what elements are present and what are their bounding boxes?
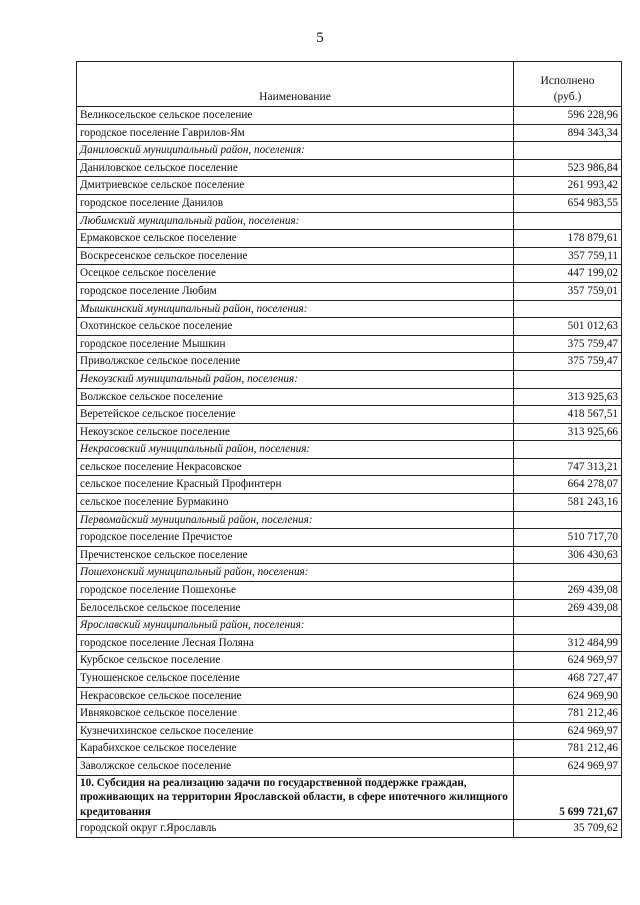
row-name: Осецкое сельское поселение xyxy=(77,265,514,283)
row-amount: 375 759,47 xyxy=(514,335,622,353)
row-name: Карабихское сельское поселение xyxy=(77,740,514,758)
row-amount: 510 717,70 xyxy=(514,529,622,547)
row-name: Пречистенское сельское поселение xyxy=(77,546,514,564)
table-row xyxy=(77,705,622,723)
row-name: сельское поселение Некрасовское xyxy=(77,458,514,476)
row-amount xyxy=(514,212,622,230)
row-name: городское поселение Гаврилов-Ям xyxy=(77,124,514,142)
row-amount xyxy=(514,617,622,635)
column-header-amount-line1: Исполнено xyxy=(540,74,595,87)
table-row xyxy=(77,670,622,688)
row-name: Даниловский муниципальный район, поселения: xyxy=(77,142,514,160)
row-amount: 624 969,90 xyxy=(514,687,622,705)
page-number: 5 xyxy=(316,30,324,46)
district-group-row xyxy=(77,617,622,635)
row-name: городской округ г.Ярославль xyxy=(77,820,514,838)
row-name: Некоузский муниципальный район, поселения: xyxy=(77,370,514,388)
table-row xyxy=(77,107,622,125)
table-row xyxy=(77,546,622,564)
row-name: городское поселение Лесная Поляна xyxy=(77,634,514,652)
table-row xyxy=(77,406,622,424)
district-group-row xyxy=(77,441,622,459)
row-name: Дмитриевское сельское поселение xyxy=(77,177,514,195)
district-group-row xyxy=(77,511,622,529)
column-header-amount xyxy=(514,62,622,107)
table-row xyxy=(77,458,622,476)
row-amount: 357 759,11 xyxy=(514,247,622,265)
row-name: городское поселение Данилов xyxy=(77,194,514,212)
row-amount: 624 969,97 xyxy=(514,652,622,670)
row-amount: 523 986,84 xyxy=(514,159,622,177)
row-amount xyxy=(514,511,622,529)
table-row xyxy=(77,476,622,494)
row-amount: 312 484,99 xyxy=(514,634,622,652)
table-row xyxy=(77,652,622,670)
row-name: сельское поселение Бурмакино xyxy=(77,494,514,512)
table-row xyxy=(77,282,622,300)
row-amount: 261 993,42 xyxy=(514,177,622,195)
row-name: Приволжское сельское поселение xyxy=(77,353,514,371)
district-group-row xyxy=(77,300,622,318)
row-amount: 501 012,63 xyxy=(514,318,622,336)
district-group-row xyxy=(77,212,622,230)
table-row xyxy=(77,820,622,838)
row-amount: 357 759,01 xyxy=(514,282,622,300)
table-row xyxy=(77,599,622,617)
table-body xyxy=(77,107,622,838)
row-name: Ермаковское сельское поселение xyxy=(77,230,514,248)
row-amount: 781 212,46 xyxy=(514,705,622,723)
table-row xyxy=(77,335,622,353)
row-name: Некоузское сельское поселение xyxy=(77,423,514,441)
row-amount xyxy=(514,441,622,459)
table-row xyxy=(77,265,622,283)
table-row xyxy=(77,494,622,512)
row-name: Мышкинский муниципальный район, поселения: xyxy=(77,300,514,318)
row-amount: 596 228,96 xyxy=(514,107,622,125)
row-name: Веретейское сельское поселение xyxy=(77,406,514,424)
table-row xyxy=(77,194,622,212)
row-name: Некрасовский муниципальный район, поселения: xyxy=(77,441,514,459)
district-group-row xyxy=(77,370,622,388)
row-name: Воскресенское сельское поселение xyxy=(77,247,514,265)
row-amount: 178 879,61 xyxy=(514,230,622,248)
row-name: Даниловское сельское поселение xyxy=(77,159,514,177)
row-amount: 581 243,16 xyxy=(514,494,622,512)
section-heading-row xyxy=(77,775,622,820)
row-name: городское поселение Пречистое xyxy=(77,529,514,547)
row-name: Кузнечихинское сельское поселение xyxy=(77,722,514,740)
row-amount: 269 439,08 xyxy=(514,599,622,617)
row-name: Великосельское сельское поселение xyxy=(77,107,514,125)
row-amount: 447 199,02 xyxy=(514,265,622,283)
row-amount: 313 925,63 xyxy=(514,388,622,406)
table-row xyxy=(77,529,622,547)
district-group-row xyxy=(77,142,622,160)
table-row xyxy=(77,582,622,600)
table-header-row xyxy=(77,62,622,107)
table-row xyxy=(77,634,622,652)
row-amount: 306 430,63 xyxy=(514,546,622,564)
row-amount: 747 313,21 xyxy=(514,458,622,476)
row-name: 10. Субсидия на реализацию задачи по государственной поддержке граждан, проживающих на территории Ярославской области, в сфере ипотечного жилищного кредитования xyxy=(77,775,514,820)
table-row xyxy=(77,124,622,142)
row-name: Курбское сельское поселение xyxy=(77,652,514,670)
district-group-row xyxy=(77,564,622,582)
row-amount: 894 343,34 xyxy=(514,124,622,142)
row-name: городское поселение Пошехонье xyxy=(77,582,514,600)
row-amount: 269 439,08 xyxy=(514,582,622,600)
table-row xyxy=(77,722,622,740)
table-row xyxy=(77,388,622,406)
row-name: Белосельское сельское поселение xyxy=(77,599,514,617)
row-amount: 313 925,66 xyxy=(514,423,622,441)
subsidy-table xyxy=(76,61,622,838)
row-amount xyxy=(514,370,622,388)
row-amount: 624 969,97 xyxy=(514,757,622,775)
table-row xyxy=(77,757,622,775)
row-name: Пошехонский муниципальный район, поселения: xyxy=(77,564,514,582)
table-row xyxy=(77,318,622,336)
row-amount: 418 567,51 xyxy=(514,406,622,424)
row-amount xyxy=(514,300,622,318)
row-amount: 468 727,47 xyxy=(514,670,622,688)
row-amount: 375 759,47 xyxy=(514,353,622,371)
row-amount xyxy=(514,142,622,160)
row-name: Первомайский муниципальный район, поселения: xyxy=(77,511,514,529)
row-amount: 654 983,55 xyxy=(514,194,622,212)
row-name: сельское поселение Красный Профинтерн xyxy=(77,476,514,494)
row-name: городское поселение Мышкин xyxy=(77,335,514,353)
row-name: Заволжское сельское поселение xyxy=(77,757,514,775)
row-amount: 781 212,46 xyxy=(514,740,622,758)
column-header-amount-line2: (руб.) xyxy=(553,91,582,104)
column-header-name: Наименование xyxy=(77,62,514,107)
row-name: Ярославский муниципальный район, поселения: xyxy=(77,617,514,635)
table-row xyxy=(77,353,622,371)
row-amount: 664 278,07 xyxy=(514,476,622,494)
table-row xyxy=(77,177,622,195)
table-row xyxy=(77,247,622,265)
row-name: Охотинское сельское поселение xyxy=(77,318,514,336)
table-row xyxy=(77,159,622,177)
row-name: городское поселение Любим xyxy=(77,282,514,300)
table-row xyxy=(77,687,622,705)
row-name: Некрасовское сельское поселение xyxy=(77,687,514,705)
row-name: Туношенское сельское поселение xyxy=(77,670,514,688)
table-row xyxy=(77,230,622,248)
row-amount: 624 969,97 xyxy=(514,722,622,740)
row-amount: 35 709,62 xyxy=(514,820,622,838)
row-name: Волжское сельское поселение xyxy=(77,388,514,406)
row-amount: 5 699 721,67 xyxy=(514,775,622,820)
row-name: Ивняковское сельское поселение xyxy=(77,705,514,723)
row-amount xyxy=(514,564,622,582)
table-row xyxy=(77,740,622,758)
table-row xyxy=(77,423,622,441)
row-name: Любимский муниципальный район, поселения: xyxy=(77,212,514,230)
